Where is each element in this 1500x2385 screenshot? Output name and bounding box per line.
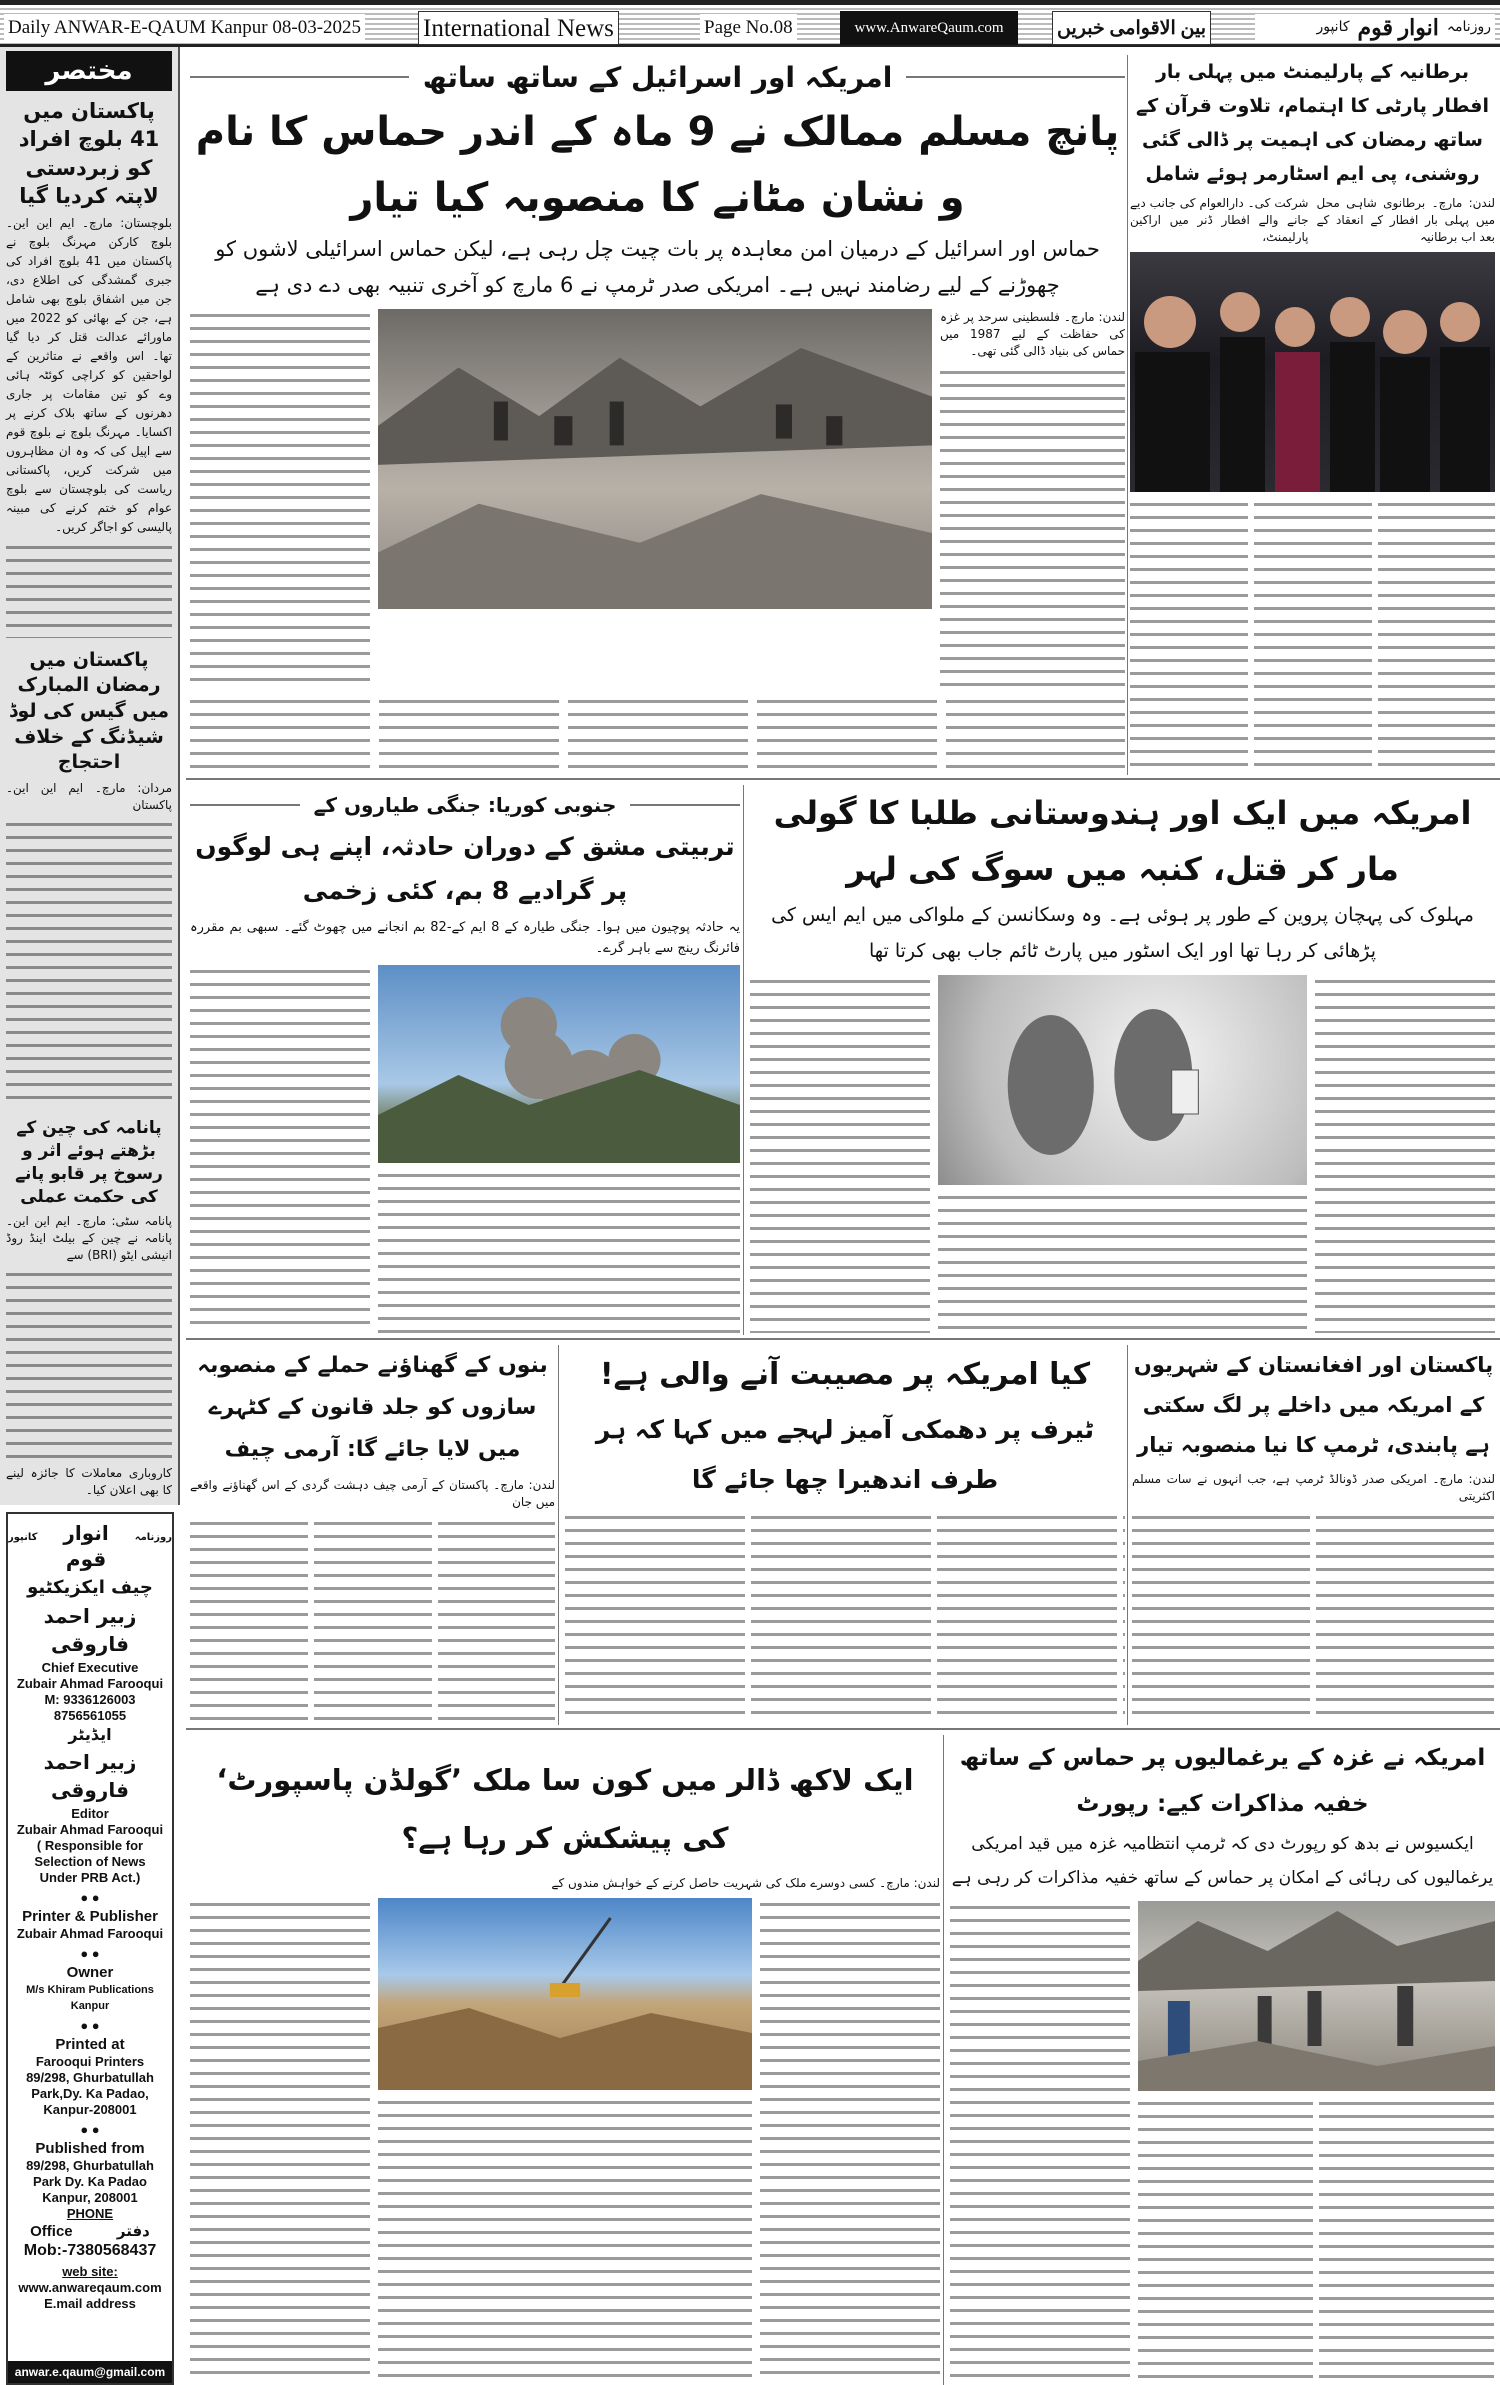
lead-kicker [190, 55, 1125, 99]
ce-label: Chief Executive [41, 1660, 139, 1675]
bannu-headline: بنوں کے گھناؤنے حملے کے منصوبہ سازوں کو جلد قانون کے کٹہرے میں لایا جائے گا: آرمی چیف [197, 1353, 548, 1462]
britain-text [1130, 498, 1495, 775]
indian-student-story [750, 785, 1495, 1333]
britain-headline: برطانیہ کے پارلیمنٹ میں پہلی بار افطار پارٹی کا اہتمام، تلاوت قرآن کے ساتھ رمضان کی اہمیت پر ڈالی گئی روشنی، پی ایم اسٹارمر ہوئے شامل [1135, 61, 1490, 185]
britain-iftar-story [1130, 55, 1495, 775]
gaza-headline: امریکہ نے غزہ کے یرغمالیوں پر حماس کے ساتھ خفیہ مذاکرات کیے: رپورٹ [959, 1745, 1486, 1817]
website-link[interactable]: www.AnwareQaum.com [840, 11, 1018, 45]
korea-headline: تربیتی مشق کے دوران حادثہ، اپنے ہی لوگوں پر گرادیے 8 بم، کئی زخمی [195, 832, 735, 905]
imprint-prefix: روزنامہ [134, 1532, 172, 1543]
lead-story [190, 55, 1125, 775]
korea-story [190, 785, 740, 1333]
quarry-photo [378, 1898, 752, 2090]
phone-label: PHONE [66, 2206, 114, 2221]
britain-col2: شرکت کی۔ دارالعوام کی جانب دیے جانے والے افطار ڈنر میں اراکین پارلیمنٹ، [1130, 196, 1309, 244]
passport-text [190, 1898, 370, 2381]
gaza-text [1138, 2097, 1495, 2381]
student-body-row [750, 975, 1495, 1333]
passport-body: لندن: مارچ۔ کسی دوسرے ملک کی شہریت حاصل کرنے کے خواہش مندوں کے [551, 1876, 940, 1890]
britain-body [1130, 252, 1495, 775]
printer-publisher-name: Zubair Ahmad Farooqui [16, 1926, 164, 1941]
iftar-group-photo [1130, 252, 1495, 492]
tariff-story [565, 1345, 1125, 1723]
passport-headline: ایک لاکھ ڈالر میں کون سا ملک ’گولڈن پاسپورٹ‘ کی پیشکش کر رہا ہے؟ [216, 1763, 914, 1855]
rubble-photo [378, 309, 932, 609]
afghan-headline: پاکستان اور افغانستان کے شہریوں کے امریکہ میں داخلے پر لگ سکتی ہے پابندی، ٹرمپ کا نیا منصوبہ تیار [1133, 1353, 1494, 1457]
editor-name: Zubair Ahmad Farooqui [16, 1822, 164, 1837]
ce-name-urdu: زبیر احمد فاروقی [43, 1604, 137, 1656]
masthead [1255, 14, 1495, 42]
explosion-photo-image [378, 965, 740, 1163]
prb-note: ( Responsible for Selection of News Under PRB Act.) [34, 1838, 146, 1885]
tariff-text [565, 1511, 1125, 1723]
editor-name-urdu: زبیر احمد فاروقی [43, 1750, 137, 1802]
bannu-body: لندن: مارچ۔ پاکستان کے آرمی چیف دہشت گردی کے اس گھناؤنے واقعے میں جان [190, 1478, 555, 1509]
website-label: web site: [62, 2264, 118, 2279]
tariff-headline: ٹیرف پر دھمکی آمیز لہجے میں کہا کہ ہر طرف اندھیرا چھا جائے گا [595, 1415, 1095, 1494]
editor-label: Editor [71, 1806, 109, 1821]
korea-body: یہ حادثہ پوچیون میں ہوا۔ جنگی طیارہ کے 8 ایم کے-82 بم انجانے میں چھوٹ گئے۔ سبھی بم مقررہ فائرنگ رینج سے باہر گرے۔ [190, 920, 741, 956]
brief-headline: پاکستان میں 41 بلوچ افراد کو زبردستی لاپتہ کردیا گیا [18, 99, 160, 209]
imprint-title: انوار قوم [63, 1521, 109, 1571]
student-text [750, 975, 930, 1333]
office-label: Office [30, 2223, 73, 2240]
britain-dateline: لندن: مارچ۔ برطانوی شاہی محل میں پہلی بار افطار کے انعقاد کے بعد اب برطانیہ [1316, 196, 1495, 244]
published-from-label: Published from [35, 2140, 145, 2157]
gaza-text [950, 1901, 1130, 2381]
brief-text-continued [6, 541, 172, 637]
printed-at-label: Printed at [55, 2036, 125, 2053]
mobile-2: 8756561055 [53, 1708, 127, 1723]
bannu-text [190, 1517, 555, 1723]
editor-urdu: ایڈیٹر [68, 1725, 112, 1744]
published-address: 89/298, Ghurbatullah Park Dy. Ka Padao Kanpur, 208001 [26, 2158, 154, 2205]
lead-headline: پانچ مسلم ممالک نے 9 ماہ کے اندر حماس کا نام و نشان مٹانے کا منصوبہ کیا تیار [195, 109, 1120, 221]
gaza-hostages-story [950, 1735, 1495, 2381]
email-label: E.mail address [44, 2296, 136, 2311]
masthead-prefix: روزنامہ [1446, 20, 1491, 35]
morgue-photo-image [938, 975, 1307, 1185]
section-title: International News [418, 11, 619, 45]
brief-body: مردان: مارچ۔ ایم این این۔ پاکستان [6, 781, 172, 813]
student-text [1315, 975, 1495, 1333]
brief-headline: پانامہ کی چین کے بڑھتے ہوئے اثر و رسوخ پر قابو پانے کی حکمت عملی [15, 1118, 163, 1208]
lead-text-col [190, 309, 370, 687]
gaza-rubble-photo-image [1138, 1901, 1495, 2091]
lead-dateline: لندن: مارچ۔ فلسطینی سرحد پر غزہ کی حفاظت کے لیے 1987 میں حماس کی بنیاد ڈالی گئی تھی۔ [940, 310, 1126, 358]
brief-last-line: کاروباری معاملات کا جائزہ لینے کا بھی اعلان کیا۔ [6, 1466, 172, 1498]
owner-label: Owner [66, 1964, 114, 1981]
gaza-rubble-photo [1138, 1901, 1495, 2091]
printed-address: Farooqui Printers 89/298, Ghurbatullah Park,Dy. Ka Padao, Kanpur-208001 [26, 2054, 154, 2117]
masthead-city: کانپور [1316, 20, 1350, 35]
gaza-body-row [950, 1901, 1495, 2381]
office-urdu: دفتر [116, 2222, 150, 2240]
korea-kicker [190, 785, 740, 825]
gaza-subhead: ایکسیوس نے بدھ کو رپورٹ دی کہ ٹرمپ انتظامیہ غزہ میں قید امریکی یرغمالیوں کی رہائی کے امکان پر حماس کے ساتھ خفیہ مذاکرات کر رہی ہے [951, 1834, 1494, 1888]
printer-publisher-label: Printer & Publisher [22, 1908, 158, 1925]
golden-passport-story [190, 1735, 940, 2381]
afghan-body: لندن: مارچ۔ امریکی صدر ڈونالڈ ٹرمپ ہے، جب انہوں نے سات مسلم اکثریتی [1132, 1472, 1495, 1503]
sidebar-briefs [0, 47, 180, 1505]
brief-text-continued [6, 1268, 172, 1461]
tariff-kicker: کیا امریکہ پر مصیبت آنے والی ہے! [599, 1357, 1091, 1392]
korea-text [190, 965, 370, 1333]
brief-text-continued [6, 818, 172, 1107]
brief-body: بلوچستان: مارچ۔ ایم این این۔ بلوچ کارکن مہرنگ بلوچ نے پاکستان میں 41 بلوچ افراد کی جبری گمشدگی کی اطلاع دی، جن میں اشفاق بلوچ بھی شامل ہے، جن کے بھائی کو 2022 میں ماورائے عدالت قتل کر دیا گیا تھا۔ اس واقعے نے متاثرین کے لواحقین کو کراچی کوئٹہ ہائی وے کو تین مقامات پر جاری دھرنوں کے ساتھ بلاک کرنے پر اکسایا۔ مہرنگ بلوچ نے بلوچ قوم سے اپیل کی کہ وہ ان مظاہروں میں شرکت کریں، پاکستانی ریاست کی بلوچستان سے بلوچ عوام کو ختم کرنے کی مبینہ پالیسی کو اجاگر کریں۔ [6, 216, 173, 535]
korea-text [378, 1169, 740, 1333]
student-headline: امریکہ میں ایک اور ہندوستانی طلبا کا گولی مار کر قتل، کنبہ میں سوگ کی لہر [773, 794, 1472, 888]
website[interactable]: www.anwareqaum.com [18, 2280, 162, 2295]
lead-text-bottom [190, 695, 1125, 775]
passport-text [378, 2096, 752, 2381]
lead-body-row [190, 309, 1125, 687]
lead-subhead: حماس اور اسرائیل کے درمیان امن معاہدہ پر بات چیت چل رہی ہے، لیکن حماس اسرائیلی لاشوں کو چھوڑنے کے لیے رضامند نہیں ہے۔ امریکی صدر ٹرمپ نے 6 مارچ کو آخری تنبیہ بھی دے دی ہے [215, 237, 1100, 297]
paper-date-line: Daily ANWAR-E-QAUM Kanpur 08-03-2025 [4, 14, 365, 42]
afghan-text [1132, 1511, 1495, 1723]
ce-name: Zubair Ahmad Farooqui [16, 1676, 164, 1691]
passport-body-row [190, 1898, 940, 2381]
page-number: Page No.08 [700, 14, 797, 42]
section-title-urdu: بین الاقوامی خبریں [1052, 11, 1211, 45]
briefs-title: مختصر [6, 51, 172, 91]
email-address[interactable]: anwar.e.qaum@gmail.com [8, 2361, 172, 2383]
student-subhead: مہلوک کی پہچان پروین کے طور پر ہوئی ہے۔ وہ وسکانسن کے ملواکی میں ایم ایس کی پڑھائی کر رہا تھا اور ایک اسٹور میں پارٹ ٹائم جاب بھی کرتا تھا [771, 904, 1474, 962]
imprint-box: روزنامہ انوار قوم کانپور چیف ایکزیکٹیو زبیر احمد فاروقی Chief Executive Zubair Ahmad Farooqui M: 9336126003 8756561055 ایڈیٹر زبیر احمد فاروقی Editor Zubair Ahmad Farooqui ( Responsible for Selection of News Under PRB Act.) ● ● Printer & Publisher Zubair Ahmad Farooqui ● ● Owner M/s Khiram Publications Kanpur ● ● Printed at Farooqui Printers 89/298, Ghurbatullah Park,Dy. Ka Padao, Kanpur-208001 ● ● Published from 89/298, Ghurbatullah Park Dy. Ka Padao Kanpur, 208001 PHONE Office دفتر Mob:-7380568437 web site: www.anwareqaum.com E.mail address anwar.e.qaum@gmail.com [6, 1512, 174, 2385]
explosion-photo [378, 965, 740, 1163]
lead-kicker-text: امریکہ اور اسرائیل کے ساتھ ساتھ [422, 60, 893, 94]
pak-afghan-travel-ban-story [1132, 1345, 1495, 1723]
bannu-story [190, 1345, 555, 1723]
passport-text [760, 1898, 940, 2381]
rubble-photo-image [378, 309, 932, 609]
masthead-title: انوار قوم [1357, 15, 1439, 40]
ce-urdu: چیف ایکزیکٹیو [27, 1577, 153, 1598]
korea-body-row [190, 965, 740, 1333]
brief-headline: پاکستان میں رمضان المبارک میں گیس کی لوڈ شیڈنگ کے خلاف احتجاج [9, 648, 169, 774]
mobile-1: M: 9336126003 [44, 1692, 136, 1707]
owner-name: M/s Khiram Publications Kanpur [26, 1984, 154, 2012]
brief-body: پانامہ سٹی: مارچ۔ ایم این این۔ پانامہ نے چین کے بیلٹ اینڈ روڈ انیشی ایٹو (BRI) سے [6, 1214, 172, 1263]
morgue-photo [938, 975, 1307, 1185]
imprint-city: کانپور [8, 1532, 38, 1543]
office-mobile: Mob:-7380568437 [23, 2242, 157, 2259]
korea-kicker-text: جنوبی کوریا: جنگی طیاروں کے [313, 793, 617, 817]
iftar-group-photo-image [1130, 252, 1495, 492]
lead-text-col [940, 366, 1125, 687]
student-text [938, 1191, 1307, 1333]
quarry-photo-image [378, 1898, 752, 2090]
page-header [0, 0, 1500, 47]
imprint-masthead [8, 1520, 172, 1572]
